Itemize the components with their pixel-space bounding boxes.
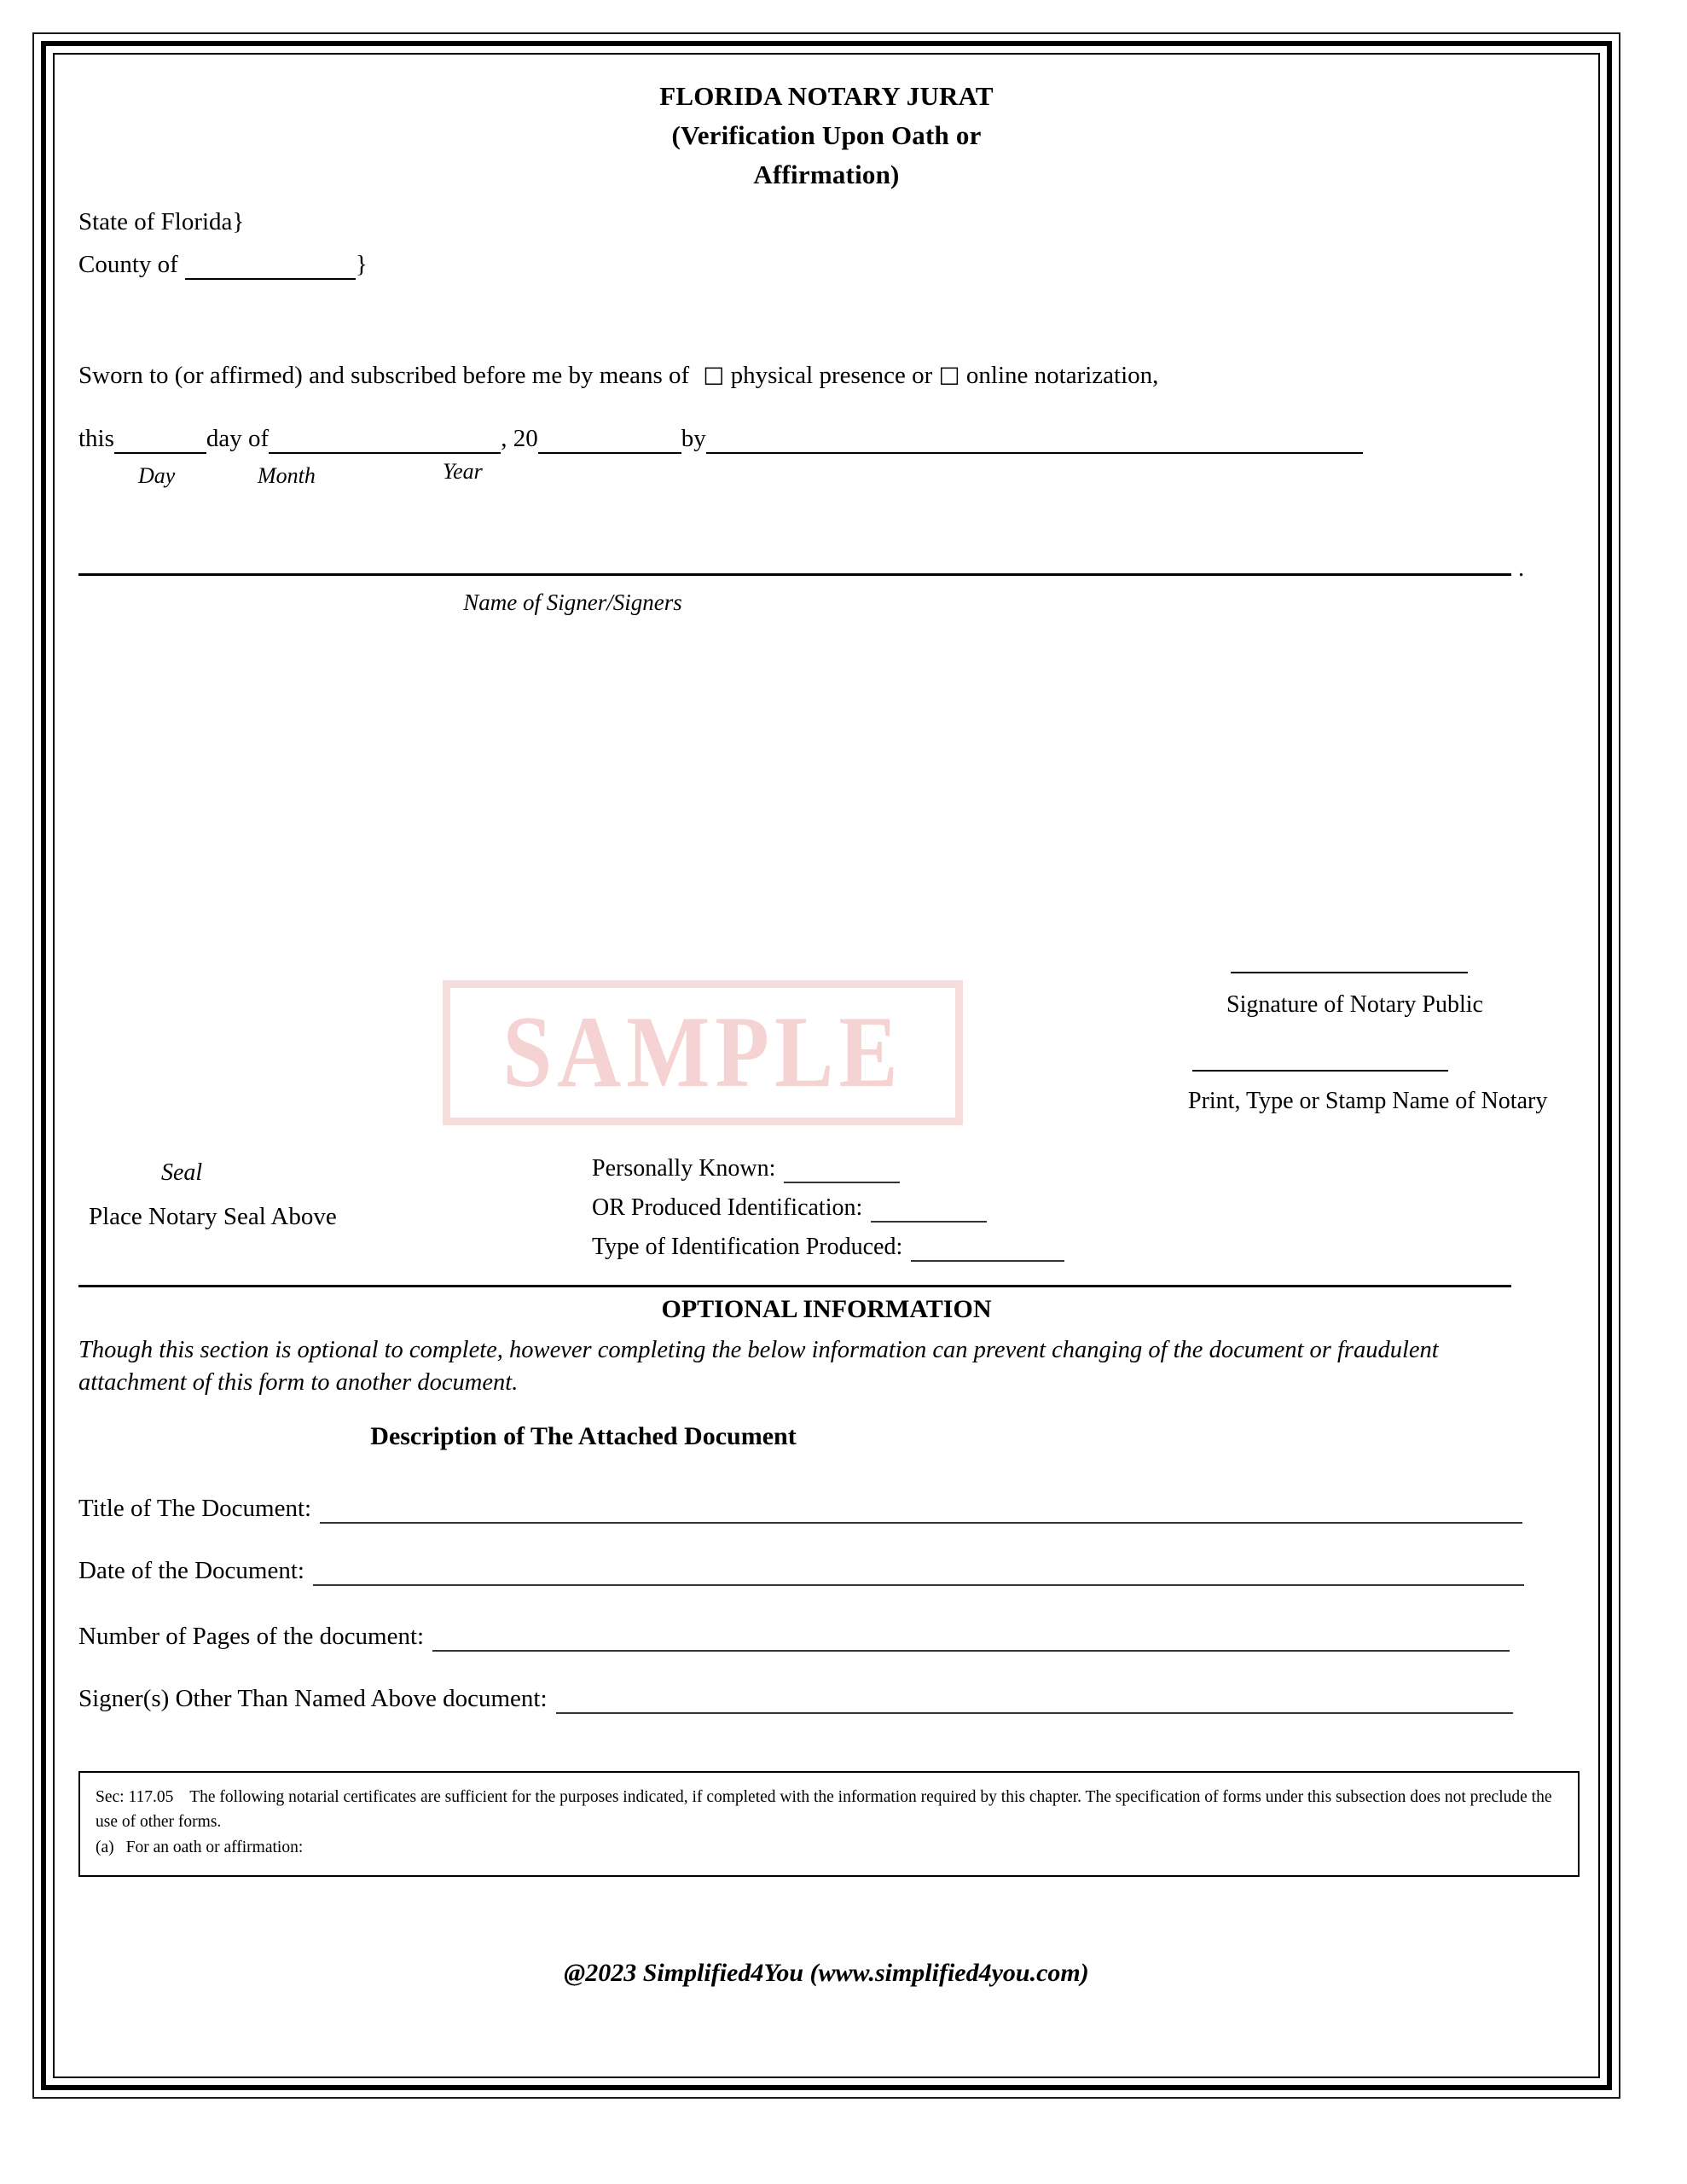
- sample-watermark-text: SAMPLE: [502, 996, 903, 1109]
- type-identification-line: [592, 1232, 1064, 1262]
- title-of-document-row: [78, 1493, 1522, 1524]
- statute-body: The following notarial certificates are sufficient for the purposes indicated, if completed with the information required by this chapter. The specification of forms under this subsection does not preclude the use of other forms.: [96, 1788, 1552, 1832]
- title-line-3: Affirmation): [753, 160, 900, 189]
- type-identification-rule[interactable]: [911, 1240, 1064, 1262]
- by-label: by: [681, 425, 706, 452]
- personally-known-label: Personally Known:: [592, 1155, 776, 1182]
- notary-signature-rule[interactable]: [1231, 972, 1468, 973]
- statute-note-box: [78, 1771, 1580, 1877]
- year-caption: Year: [443, 459, 483, 484]
- footer-copyright: @2023 Simplified4You (www.simplified4you.com): [564, 1959, 1089, 1987]
- title-of-document-label: Title of The Document:: [78, 1495, 312, 1522]
- comma-twenty-label: , 20: [501, 425, 538, 452]
- personally-known-line: [592, 1153, 900, 1183]
- day-input-rule[interactable]: [114, 430, 206, 455]
- optional-information-note: Though this section is optional to complete, however completing the below information can prevent changing of the document or fraudulent attachment of this form to another document.: [78, 1337, 1439, 1396]
- month-caption: Month: [258, 463, 316, 488]
- notary-print-name-caption: Print, Type or Stamp Name of Notary: [1188, 1088, 1548, 1114]
- optional-information-heading: OPTIONAL INFORMATION: [661, 1295, 992, 1323]
- county-label: County of: [78, 251, 178, 278]
- title-of-document-rule[interactable]: [320, 1502, 1522, 1525]
- day-of-label: day of: [206, 425, 270, 452]
- other-signers-row: [78, 1683, 1513, 1714]
- produced-identification-label: OR Produced Identification:: [592, 1194, 863, 1221]
- produced-identification-rule[interactable]: [871, 1200, 987, 1223]
- page-middle-border: [41, 41, 1612, 2090]
- online-notarization-label: online notarization,: [965, 362, 1159, 389]
- signer-period: .: [1518, 555, 1525, 582]
- county-input-rule[interactable]: [185, 256, 356, 281]
- place-notary-seal-label: Place Notary Seal Above: [89, 1203, 337, 1230]
- notary-signature-caption: Signature of Notary Public: [1226, 991, 1483, 1018]
- sample-watermark-stamp: [443, 980, 963, 1125]
- title-line-2: (Verification Upon Oath or: [671, 120, 982, 150]
- county-line: [78, 249, 368, 280]
- statute-item-text: For an oath or affirmation:: [125, 1838, 304, 1856]
- statute-paragraph: [96, 1785, 1562, 1835]
- state-line: State of Florida}: [78, 208, 245, 235]
- document-content: [55, 55, 1598, 2077]
- date-entry-line: [78, 423, 1363, 454]
- signer-name-rule[interactable]: [78, 573, 1511, 576]
- page-title: [55, 55, 1598, 195]
- signer-caption: Name of Signer/Signers: [463, 590, 682, 615]
- page-outer-border: [32, 32, 1620, 2099]
- this-label: this: [78, 425, 114, 452]
- title-line-1: FLORIDA NOTARY JURAT: [659, 81, 994, 111]
- statute-item-marker: (a): [96, 1838, 114, 1856]
- produced-identification-line: [592, 1193, 987, 1223]
- number-of-pages-row: [78, 1621, 1510, 1652]
- online-notarization-checkbox[interactable]: ☐: [938, 364, 960, 391]
- description-attached-document-heading: Description of The Attached Document: [370, 1422, 797, 1450]
- number-of-pages-rule[interactable]: [432, 1629, 1510, 1653]
- sworn-statement-line: [78, 360, 1158, 391]
- county-brace: }: [355, 251, 368, 278]
- notary-print-name-rule[interactable]: [1192, 1070, 1448, 1072]
- other-signers-label: Signer(s) Other Than Named Above document:: [78, 1685, 548, 1712]
- month-input-rule[interactable]: [269, 430, 501, 455]
- date-of-document-row: [78, 1555, 1524, 1586]
- physical-presence-checkbox[interactable]: ☐: [703, 364, 725, 391]
- date-of-document-label: Date of the Document:: [78, 1557, 304, 1584]
- sworn-lead-text: Sworn to (or affirmed) and subscribed before me by means of: [78, 362, 690, 389]
- year-input-rule[interactable]: [538, 430, 681, 455]
- other-signers-rule[interactable]: [556, 1692, 1513, 1715]
- statute-item: [96, 1835, 1562, 1860]
- personally-known-rule[interactable]: [784, 1161, 900, 1183]
- statute-label: Sec: 117.05: [96, 1788, 174, 1806]
- day-caption: Day: [138, 463, 176, 488]
- date-of-document-rule[interactable]: [313, 1564, 1524, 1587]
- page-inner-border: [53, 53, 1600, 2078]
- physical-presence-label: physical presence or: [730, 362, 933, 389]
- signer-name-inline-rule[interactable]: [706, 430, 1363, 455]
- seal-label: Seal: [161, 1159, 203, 1186]
- number-of-pages-label: Number of Pages of the document:: [78, 1623, 425, 1650]
- section-divider: [78, 1285, 1511, 1287]
- type-identification-label: Type of Identification Produced:: [592, 1234, 903, 1260]
